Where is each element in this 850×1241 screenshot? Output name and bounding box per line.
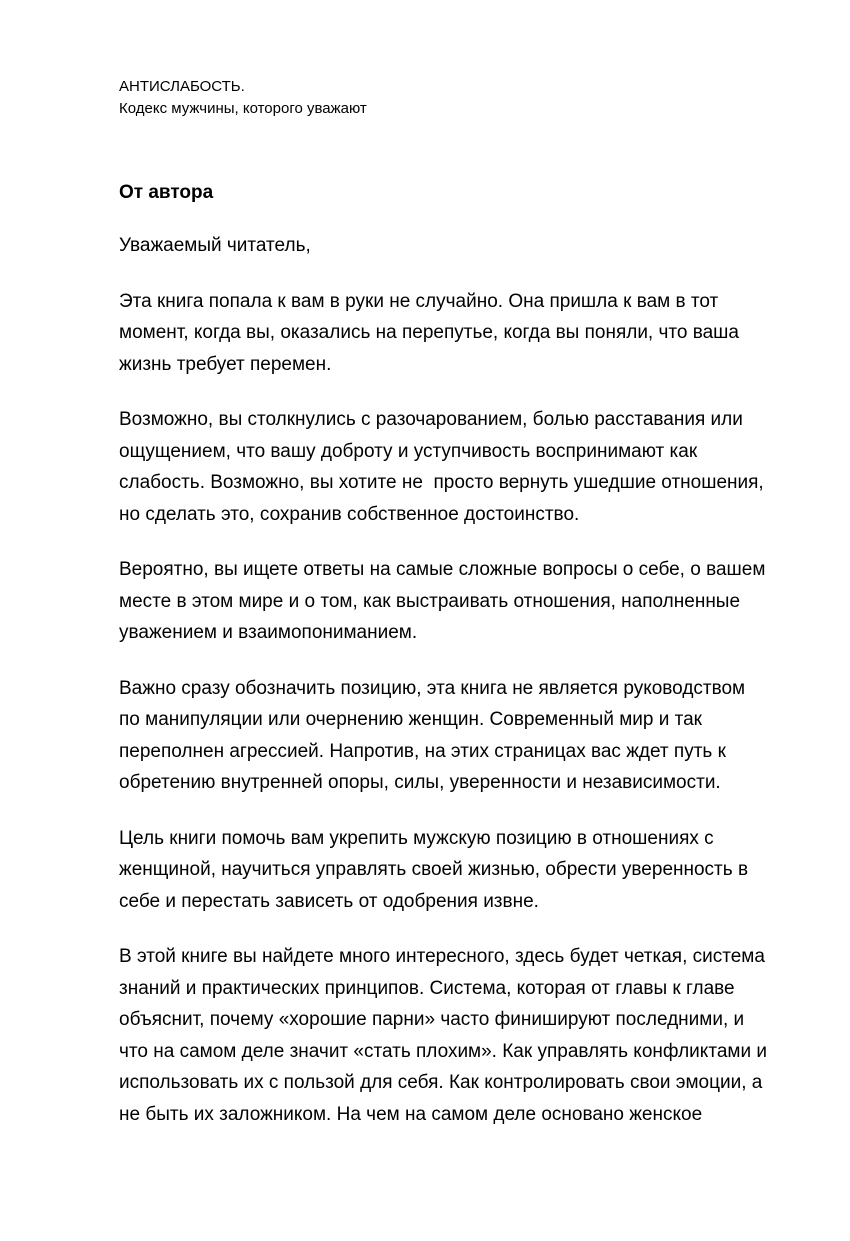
paragraph (119, 673, 839, 799)
paragraph-line: использовать их с пользой для себя. Как контролировать свои эмоции, а (119, 1072, 763, 1093)
paragraph-line: переполнен агрессией. Напротив, на этих страницах вас ждет путь к (119, 740, 726, 762)
paragraph-line: объяснит, почему «хорошие парни» часто финишируют последними, и (119, 1009, 745, 1030)
paragraph-line: Возможно, вы столкнулись с разочарованием, болью расставания или (119, 409, 743, 430)
paragraph-line: по манипуляции или очернению женщин. Современный мир и так (119, 709, 702, 730)
paragraph (119, 941, 839, 1130)
paragraph-line: но сделать это, сохранив собственное достоинство. (119, 503, 580, 525)
paragraph-line: Важно сразу обозначить позицию, эта книга не является руководством (119, 677, 746, 699)
paragraph-line: слабость. Возможно, вы хотите не просто вернуть ушедшие отношения, (119, 472, 764, 493)
paragraph (119, 554, 839, 649)
paragraph-line: жизнь требует перемен. (119, 353, 332, 375)
document-header (119, 76, 367, 120)
paragraph-line: В этой книге вы найдете много интересного, здесь будет четкая, система (119, 946, 765, 967)
paragraph-line: ощущением, что вашу доброту и уступчивость воспринимают как (119, 440, 698, 462)
paragraph-line: Вероятно, вы ищете ответы на самые сложные вопросы о себе, о вашем (119, 559, 766, 580)
paragraph (119, 404, 839, 530)
paragraph-line: момент, когда вы, оказались на перепутье, когда вы поняли, что ваша (119, 322, 739, 343)
paragraph-line: не быть их заложником. На чем на самом деле основано женское (119, 1103, 703, 1125)
paragraph-line: обретению внутренней опоры, силы, уверенности и независимости. (119, 772, 721, 793)
paragraph (119, 823, 839, 918)
section-heading: От автора (119, 182, 214, 203)
paragraph-line: Эта книга попала к вам в руки не случайно. Она пришла к вам в тот (119, 290, 719, 312)
paragraph (119, 286, 839, 381)
paragraph-line: месте в этом мире и о том, как выстраивать отношения, наполненные (119, 590, 741, 612)
paragraph-line: уважением и взаимопониманием. (119, 622, 418, 643)
paragraph (119, 230, 839, 262)
paragraph-line: женщиной, научиться управлять своей жизнью, обрести уверенность в (119, 859, 749, 880)
paragraph-line: себе и перестать зависеть от одобрения извне. (119, 890, 539, 912)
paragraph-line: Уважаемый читатель, (119, 235, 311, 256)
book-subtitle: Кодекс мужчины, которого уважают (119, 100, 367, 117)
paragraph-line: знаний и практических принципов. Система, которая от главы к главе (119, 977, 735, 999)
paragraph-line: Цель книги помочь вам укрепить мужскую позицию в отношениях с (119, 827, 714, 849)
body-text (119, 230, 839, 1154)
paragraph-line: что на самом деле значит «стать плохим». Как управлять конфликтами и (119, 1040, 767, 1062)
book-title: АНТИСЛАБОСТЬ. (119, 78, 245, 95)
